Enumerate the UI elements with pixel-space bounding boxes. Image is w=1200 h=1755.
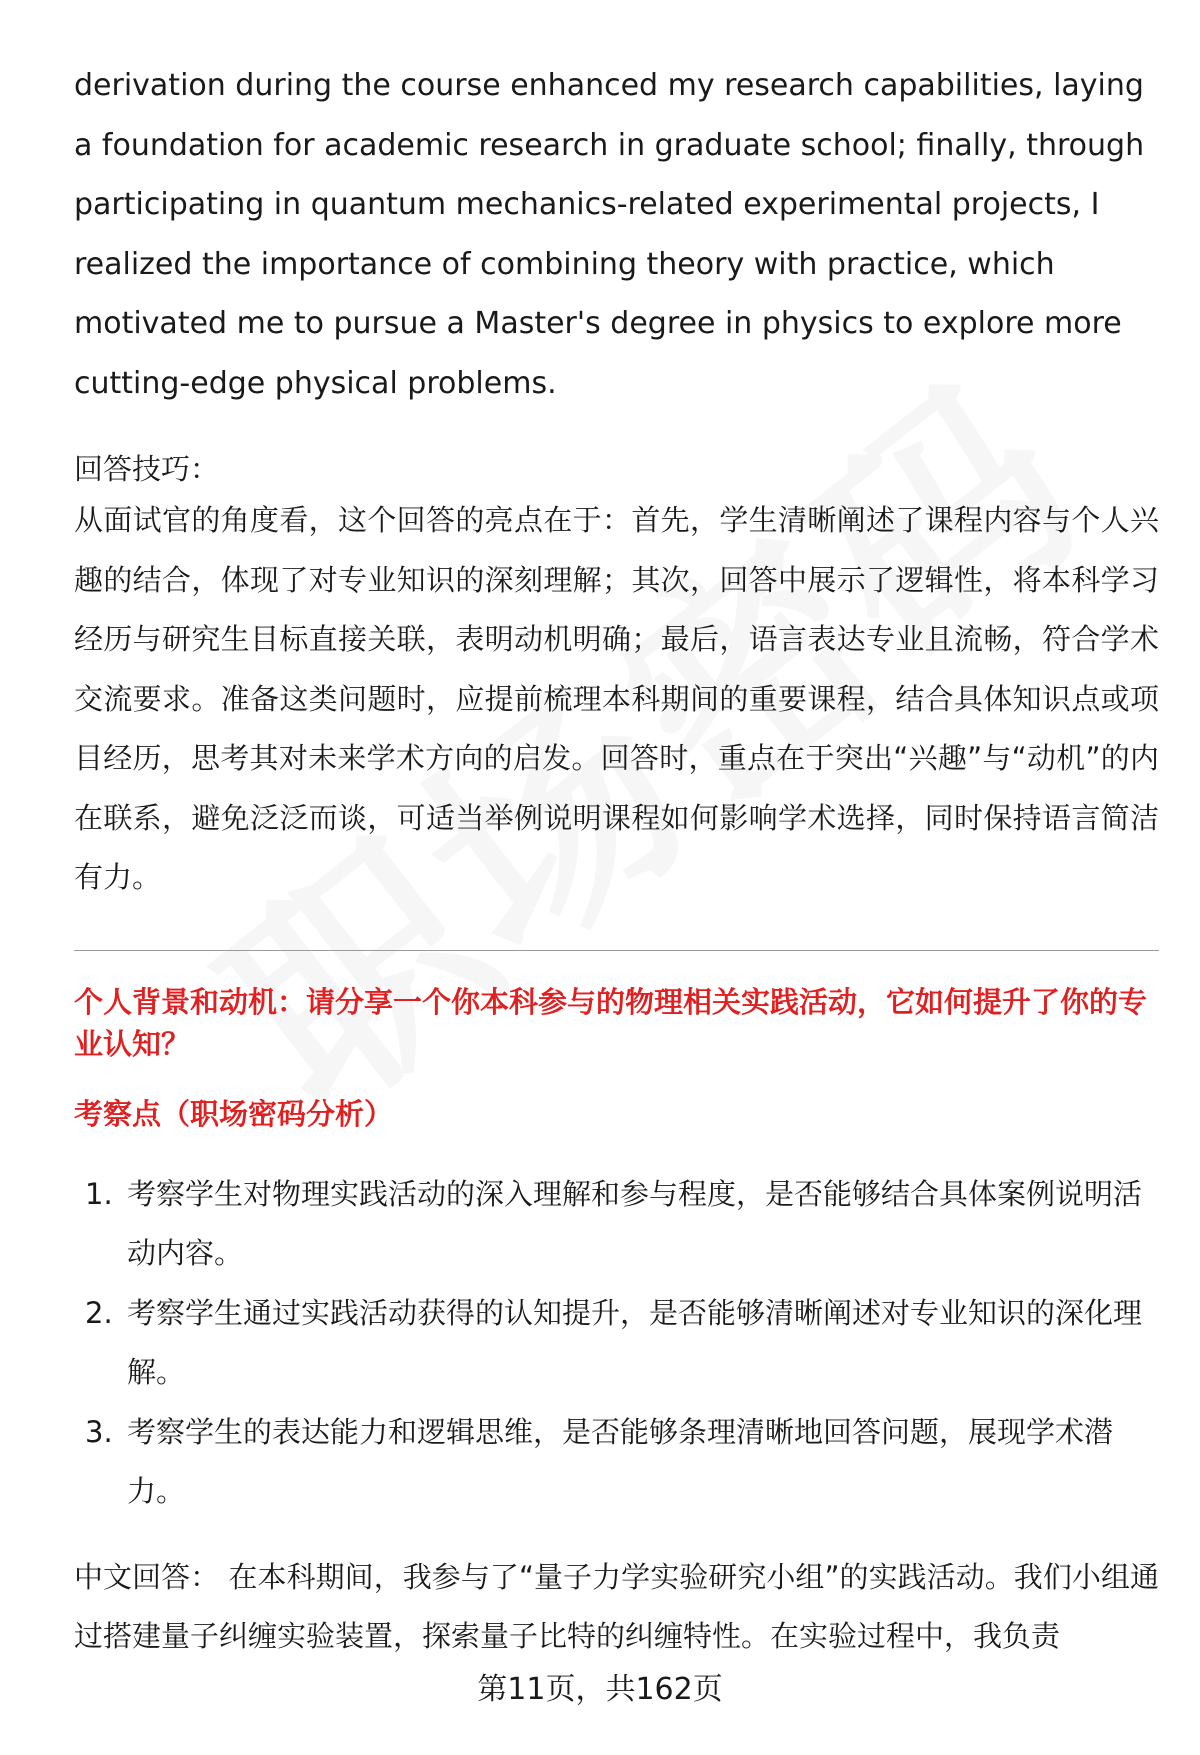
assessment-heading: 考察点（职场密码分析）: [74, 1096, 394, 1131]
list-item-text: 考察学生对物理实践活动的深入理解和参与程度，是否能够结合具体案例说明活动内容。: [127, 1176, 1143, 1270]
page-content: [74, 56, 1159, 1667]
list-item-text: 考察学生的表达能力和逻辑思维，是否能够条理清晰地回答问题，展现学术潜力。: [127, 1414, 1114, 1508]
tips-paragraph: 从面试官的角度看，这个回答的亮点在于：首先，学生清晰阐述了课程内容与个人兴趣的结合，体现了对专业知识的深刻理解；其次，回答中展示了逻辑性，将本科学习经历与研究生目标直接关联，表明动机明确；最后，语言表达专业且流畅，符合学术交流要求。准备这类问题时，应提前梳理本科期间的重要课程，结合具体知识点或项目经历，思考其对未来学术方向的启发。回答时，重点在于突出“兴趣”与“动机”的内在联系，避免泛泛而谈，可适当举例说明课程如何影响学术选择，同时保持语言简洁有力。: [74, 503, 1159, 894]
list-item: [74, 1165, 1159, 1284]
page-number-footer: 第11页，共162页: [477, 1672, 723, 1707]
list-item-number: 2.: [85, 1295, 113, 1330]
chinese-answer-paragraph: 中文回答： 在本科期间，我参与了“量子力学实验研究小组”的实践活动。我们小组通过搭建量子纠缠实验装置，探索量子比特的纠缠特性。在实验过程中，我负责: [74, 1559, 1159, 1653]
tips-label: 回答技巧：: [74, 452, 220, 486]
list-item-number: 3.: [85, 1414, 113, 1449]
assessment-points-list: [74, 1165, 1159, 1522]
question-heading: 个人背景和动机：请分享一个你本科参与的物理相关实践活动，它如何提升了你的专业认知？: [74, 984, 1148, 1061]
english-answer-paragraph: derivation during the course enhanced my research capabilities, laying a foundation for academic research in graduate school; finally, through participating in quantum mechanics-related experimental projects, I realized the importance of combining theory with practice, which motivated me to pursue a Master's degree in physics to explore more cutting-edge physical problems.: [74, 68, 1145, 401]
list-item: [74, 1403, 1159, 1522]
list-item-number: 1.: [85, 1176, 113, 1211]
section-divider: [74, 950, 1159, 951]
list-item: [74, 1284, 1159, 1403]
list-item-text: 考察学生通过实践活动获得的认知提升，是否能够清晰阐述对专业知识的深化理解。: [127, 1295, 1143, 1389]
